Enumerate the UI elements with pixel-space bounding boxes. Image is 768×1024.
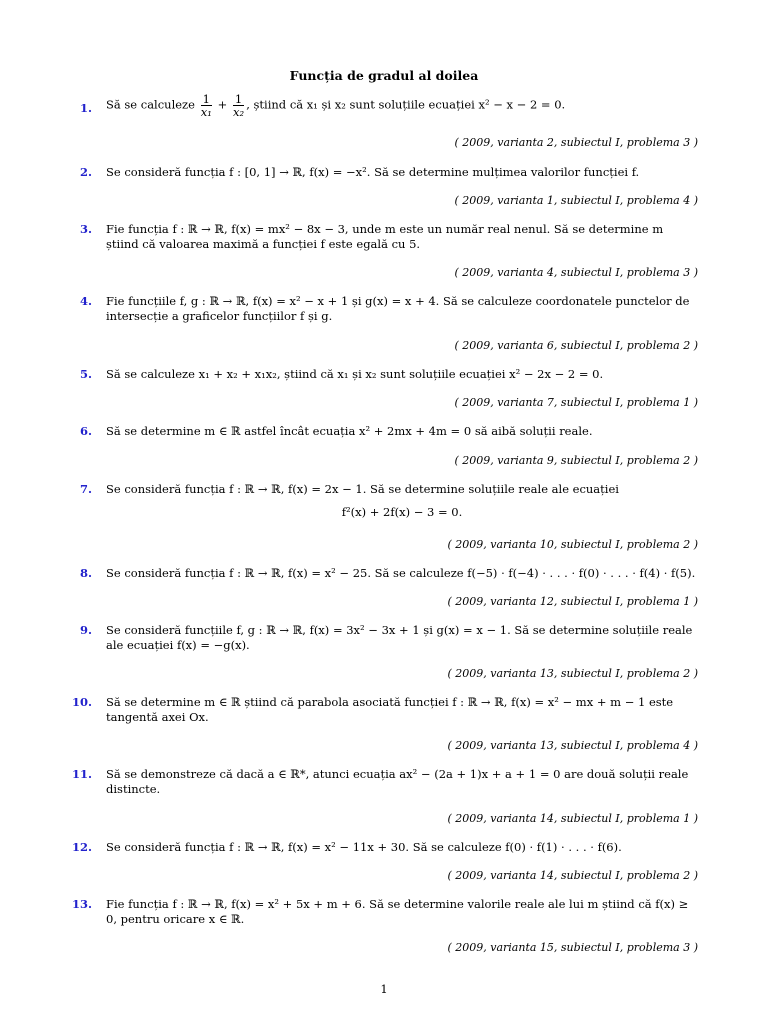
problem-source: ( 2009, varianta 1, subiectul I, problema 4 ) <box>454 194 698 207</box>
problem-source: ( 2009, varianta 4, subiectul I, problema 3 ) <box>454 266 698 279</box>
problem-number: 6. <box>79 424 92 438</box>
problem-9 <box>70 623 698 653</box>
problem-source: ( 2009, varianta 13, subiectul I, problema 2 ) <box>447 667 698 680</box>
problem-number: 3. <box>79 222 92 236</box>
problem-13 <box>70 897 698 927</box>
problem-number: 9. <box>79 623 92 637</box>
problem-2 <box>70 165 698 180</box>
problem-number: 8. <box>79 566 92 580</box>
problem-4 <box>70 294 698 324</box>
page-title: Funcția de gradul al doilea <box>289 68 479 83</box>
problem-source: ( 2009, varianta 2, subiectul I, problema 3 ) <box>454 136 698 149</box>
problem-text: Fie funcția f : ℝ → ℝ, f(x) = x² + 5x + m + 6. Să se determine valorile reale ale lui m știind că f(x) ≥ 0, pentru oricare x ∈ ℝ. <box>106 897 689 926</box>
problem-number: 2. <box>79 165 92 179</box>
problem-text: Să se determine m ∈ ℝ astfel încât ecuația x² + 2mx + 4m = 0 să aibă soluții reale. <box>106 424 593 438</box>
problem-3 <box>70 222 698 252</box>
problem-source: ( 2009, varianta 6, subiectul I, problema 2 ) <box>454 339 698 352</box>
problem-text: Să se determine m ∈ ℝ știind că parabola asociată funcției f : ℝ → ℝ, f(x) = x² − mx + m − 1 este tangentă axei Ox. <box>106 695 674 724</box>
problem-number: 5. <box>79 367 92 381</box>
problem-1 <box>70 93 698 118</box>
problem-number: 4. <box>79 294 92 308</box>
problem-source: ( 2009, varianta 10, subiectul I, problema 2 ) <box>447 538 698 551</box>
problem-12 <box>70 840 698 855</box>
problem-text: Se consideră funcția f : ℝ → ℝ, f(x) = x² − 11x + 30. Să se calculeze f(0) · f(1) · . . . · f(6). <box>106 840 622 854</box>
problem-text: Se consideră funcția f : ℝ → ℝ, f(x) = x² − 25. Să se calculeze f(−5) · f(−4) · . . . · f(0) · . . . · f(4) · f(5). <box>106 566 696 580</box>
problem-number: 12. <box>71 840 92 854</box>
problem-8 <box>70 566 698 581</box>
problem-text: Se consideră funcțiile f, g : ℝ → ℝ, f(x) = 3x² − 3x + 1 și g(x) = x − 1. Să se determine soluțiile reale ale ecuației f(x) = −g(x). <box>106 623 693 652</box>
problem-number: 11. <box>71 767 92 781</box>
problem-source: ( 2009, varianta 14, subiectul I, problema 2 ) <box>447 869 698 882</box>
problem-number: 1. <box>79 101 92 115</box>
problem-5 <box>70 367 698 382</box>
problem-text: Să se calculeze $\frac{1}{\text{x₁}}$ + $\frac{1}{\text{x₂}}$ , știind că x₁ și x₂ sunt soluțiile ecuației x² − x − 2 = 0. <box>106 92 566 119</box>
problem-6 <box>70 424 698 439</box>
problem-source: ( 2009, varianta 12, subiectul I, problema 1 ) <box>447 595 698 608</box>
problem-number: 7. <box>79 482 92 496</box>
problem-source: ( 2009, varianta 14, subiectul I, problema 1 ) <box>447 812 698 825</box>
page-number: 1 <box>380 982 388 996</box>
problem-source: ( 2009, varianta 15, subiectul I, problema 3 ) <box>447 941 698 954</box>
problem-10 <box>70 695 698 725</box>
problem-source: ( 2009, varianta 9, subiectul I, problema 2 ) <box>454 454 698 467</box>
problem-11 <box>70 767 698 797</box>
problem-equation: f²(x) + 2f(x) − 3 = 0. <box>341 505 463 519</box>
problem-number: 10. <box>71 695 92 709</box>
problem-7 <box>70 482 698 520</box>
problem-text: Să se demonstreze că dacă a ∈ ℝ*, atunci ecuația ax² − (2a + 1)x + a + 1 = 0 are două soluții reale distincte. <box>106 767 689 796</box>
fraction: $\frac{1}{\text{x₁}}$ <box>200 92 212 119</box>
problem-text: Se consideră funcția f : [0, 1] → ℝ, f(x) = −x². Să se determine mulțimea valorilor funcției f. <box>106 165 640 179</box>
problem-text: Se consideră funcția f : ℝ → ℝ, f(x) = 2x − 1. Să se determine soluțiile reale ale ecuației <box>106 482 619 496</box>
problem-number: 13. <box>71 897 92 911</box>
problem-text: Fie funcția f : ℝ → ℝ, f(x) = mx² − 8x − 3, unde m este un număr real nenul. Să se determine m știind că valoarea maximă a funcției f este egală cu 5. <box>106 222 664 251</box>
problem-source: ( 2009, varianta 13, subiectul I, problema 4 ) <box>447 739 698 752</box>
problem-text: Să se calculeze x₁ + x₂ + x₁x₂, știind că x₁ și x₂ sunt soluțiile ecuației x² − 2x − 2 = 0. <box>106 367 604 381</box>
problem-text: Fie funcțiile f, g : ℝ → ℝ, f(x) = x² − x + 1 și g(x) = x + 4. Să se calculeze coordonatele punctelor de intersecție a graficelor funcțiilor f și g. <box>106 294 690 323</box>
problem-source: ( 2009, varianta 7, subiectul I, problema 1 ) <box>454 396 698 409</box>
fraction: $\frac{1}{\text{x₂}}$ <box>232 92 245 119</box>
